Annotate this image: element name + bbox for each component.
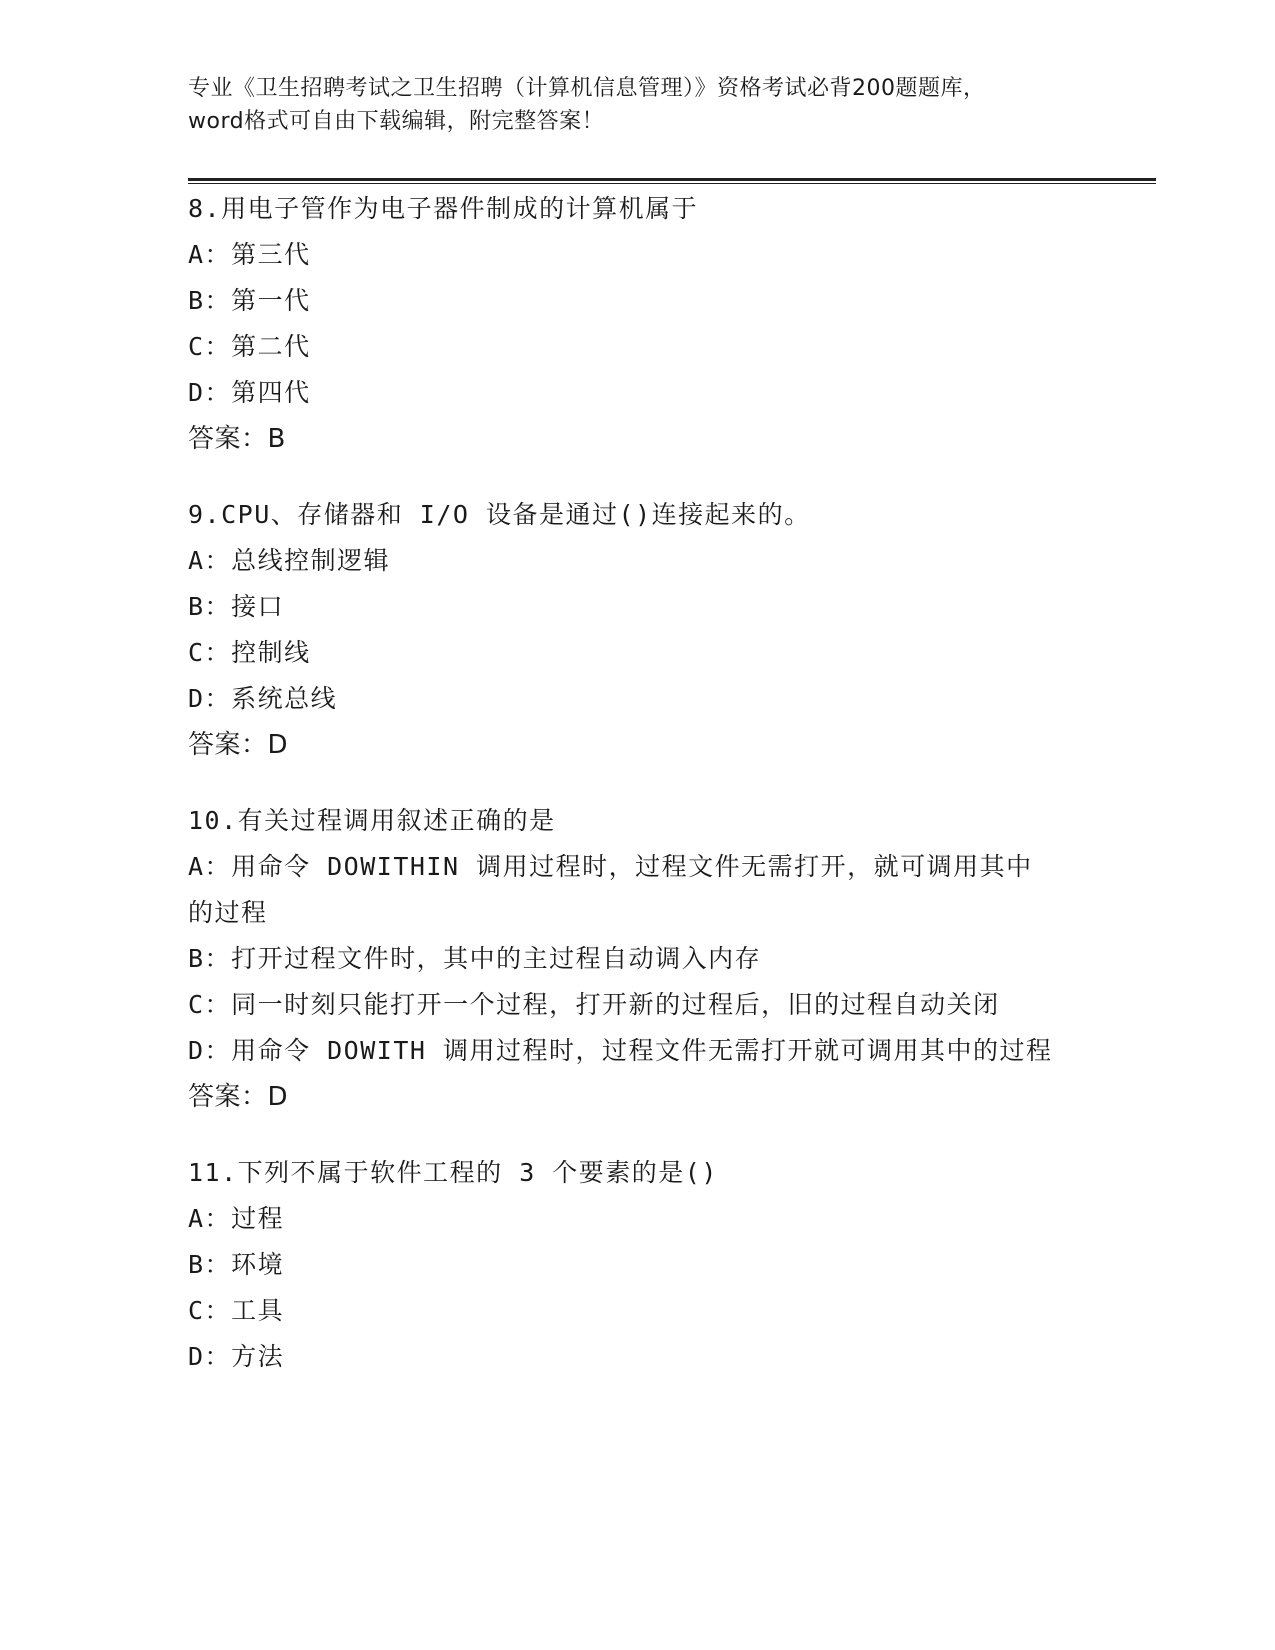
option-d — [188, 1334, 1088, 1380]
option-text: 用命令 DOWITH 调用过程时，过程文件无需打开就可调用其中的过程 — [231, 1036, 1053, 1065]
option-label: D： — [188, 684, 232, 713]
question-stem: 9.CPU、存储器和 I/O 设备是通过()连接起来的。 — [188, 500, 811, 529]
question-stem: 10.有关过程调用叙述正确的是 — [188, 806, 556, 835]
question-11 — [188, 1150, 1088, 1380]
option-label: C： — [188, 990, 232, 1019]
option-text: 工具 — [231, 1296, 285, 1325]
question-9 — [188, 492, 1088, 768]
option-text: 接口 — [231, 592, 285, 621]
option-text: 环境 — [231, 1250, 285, 1279]
option-c — [188, 324, 1088, 370]
option-text: 第一代 — [231, 286, 311, 315]
option-text: 过程 — [231, 1204, 285, 1233]
option-c — [188, 1288, 1088, 1334]
option-text: 总线控制逻辑 — [231, 546, 391, 575]
option-label: B： — [188, 1250, 232, 1279]
option-b — [188, 936, 1058, 982]
option-a — [188, 232, 1088, 278]
question-10 — [188, 798, 1088, 1120]
option-text: 第二代 — [231, 332, 311, 361]
header-divider-thick — [188, 178, 1156, 181]
option-text: 系统总线 — [231, 684, 338, 713]
option-label: D： — [188, 378, 232, 407]
option-label: C： — [188, 1296, 232, 1325]
option-label: A： — [188, 240, 232, 269]
option-label: D： — [188, 1036, 232, 1065]
option-b — [188, 1242, 1088, 1288]
option-text: 用命令 DOWITHIN 调用过程时，过程文件无需打开，就可调用其中的过程 — [188, 852, 1033, 927]
option-d — [188, 1028, 1058, 1074]
option-label: B： — [188, 286, 232, 315]
option-a — [188, 1196, 1088, 1242]
option-label: A： — [188, 852, 232, 881]
option-label: A： — [188, 1204, 232, 1233]
option-label: D： — [188, 1342, 232, 1371]
option-c — [188, 630, 1088, 676]
option-d — [188, 676, 1088, 722]
option-c — [188, 982, 1058, 1028]
option-label: B： — [188, 592, 232, 621]
option-b — [188, 584, 1088, 630]
option-label: B： — [188, 944, 232, 973]
option-text: 第三代 — [231, 240, 311, 269]
option-label: C： — [188, 638, 232, 667]
question-list — [188, 186, 1088, 1410]
answer-line: 答案：D — [188, 730, 289, 760]
header-title-line-2: word格式可自由下载编辑，附完整答案！ — [188, 109, 605, 134]
answer-line: 答案：B — [188, 424, 286, 454]
option-text: 打开过程文件时，其中的主过程自动调入内存 — [231, 944, 762, 973]
option-a — [188, 538, 1088, 584]
option-text: 控制线 — [231, 638, 311, 667]
option-text: 方法 — [231, 1342, 285, 1371]
option-d — [188, 370, 1088, 416]
option-text: 第四代 — [231, 378, 311, 407]
option-label: C： — [188, 332, 232, 361]
answer-line: 答案：D — [188, 1082, 289, 1112]
option-label: A： — [188, 546, 232, 575]
option-a — [188, 844, 1058, 936]
option-b — [188, 278, 1088, 324]
question-8 — [188, 186, 1088, 462]
question-stem: 8.用电子管作为电子器件制成的计算机属于 — [188, 194, 699, 223]
header-title-line-1: 专业《卫生招聘考试之卫生招聘（计算机信息管理）》资格考试必背200题题库， — [188, 76, 986, 101]
option-text: 同一时刻只能打开一个过程，打开新的过程后，旧的过程自动关闭 — [231, 990, 1000, 1019]
header-divider-thin — [188, 183, 1156, 184]
question-stem: 11.下列不属于软件工程的 3 个要素的是() — [188, 1158, 718, 1187]
document-header — [188, 72, 1088, 138]
